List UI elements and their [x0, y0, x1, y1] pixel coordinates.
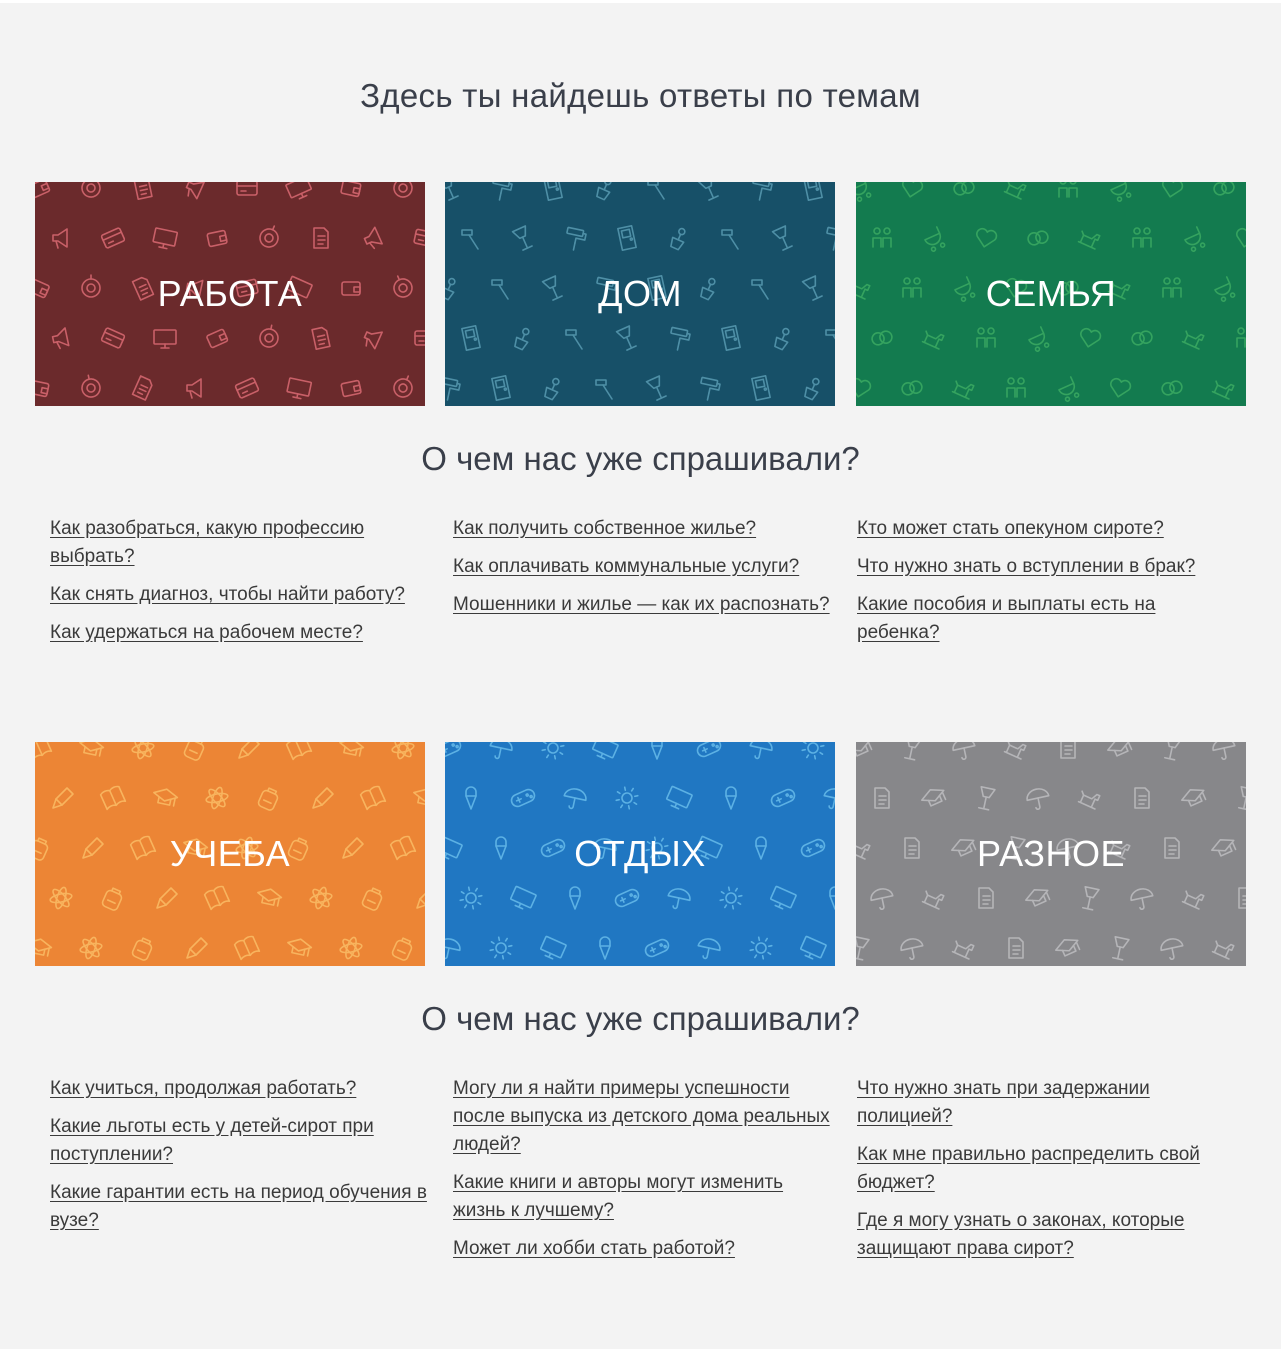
topic-tile-work[interactable]	[35, 182, 425, 406]
topic-tile-label: ОТДЫХ	[574, 833, 706, 874]
faq-column-leisure	[453, 1075, 833, 1273]
faq-link[interactable]: Как разобраться, какую профессию выбрать?	[50, 518, 365, 567]
faq-link[interactable]: Какие книги и авторы могут изменить жизнь к лучшему?	[453, 1172, 784, 1221]
faq-link[interactable]: Что нужно знать при задержании полицией?	[857, 1078, 1150, 1127]
faq-link[interactable]: Где я могу узнать о законах, которые защищают права сирот?	[857, 1210, 1185, 1259]
topic-tile-leisure[interactable]	[445, 742, 835, 966]
faq-link[interactable]: Как оплачивать коммунальные услуги?	[453, 556, 800, 577]
topic-tile-study[interactable]	[35, 742, 425, 966]
page-title: Здесь ты найдешь ответы по темам	[360, 77, 921, 114]
faq-link[interactable]: Что нужно знать о вступлении в брак?	[857, 556, 1196, 577]
section-title-2: О чем нас уже спрашивали?	[421, 1000, 860, 1037]
faq-link[interactable]: Какие льготы есть у детей-сирот при поступлении?	[50, 1116, 374, 1165]
topic-tile-label: СЕМЬЯ	[985, 273, 1117, 314]
faq-column-home	[453, 515, 833, 629]
faq-link[interactable]: Могу ли я найти примеры успешности после выпуска из детского дома реальных людей?	[453, 1078, 830, 1155]
faq-link[interactable]: Как получить собственное жилье?	[453, 518, 757, 539]
faq-column-study	[50, 1075, 430, 1245]
faq-link[interactable]: Какие гарантии есть на период обучения в вузе?	[50, 1182, 427, 1231]
faq-column-family	[857, 515, 1237, 657]
faq-link[interactable]: Мошенники и жилье — как их распознать?	[453, 594, 830, 615]
topic-tile-label: ДОМ	[598, 273, 682, 314]
page	[0, 3, 1281, 1349]
faq-link[interactable]: Как учиться, продолжая работать?	[50, 1078, 357, 1099]
faq-link[interactable]: Как мне правильно распределить свой бюджет?	[857, 1144, 1200, 1193]
topic-tile-family[interactable]	[856, 182, 1246, 406]
faq-link[interactable]: Может ли хобби стать работой?	[453, 1238, 735, 1259]
topic-tile-label: УЧЕБА	[169, 833, 291, 874]
faq-link[interactable]: Кто может стать опекуном сироте?	[857, 518, 1164, 539]
topic-tile-home[interactable]	[445, 182, 835, 406]
faq-link[interactable]: Как удержаться на рабочем месте?	[50, 622, 363, 643]
faq-column-work	[50, 515, 430, 657]
faq-column-misc	[857, 1075, 1237, 1273]
section-title-1: О чем нас уже спрашивали?	[421, 440, 860, 477]
topic-tile-label: РАБОТА	[157, 273, 303, 314]
faq-link[interactable]: Какие пособия и выплаты есть на ребенка?	[857, 594, 1156, 643]
topic-tile-misc[interactable]	[856, 742, 1246, 966]
faq-link[interactable]: Как снять диагноз, чтобы найти работу?	[50, 584, 405, 605]
topic-tile-label: РАЗНОЕ	[977, 833, 1125, 874]
